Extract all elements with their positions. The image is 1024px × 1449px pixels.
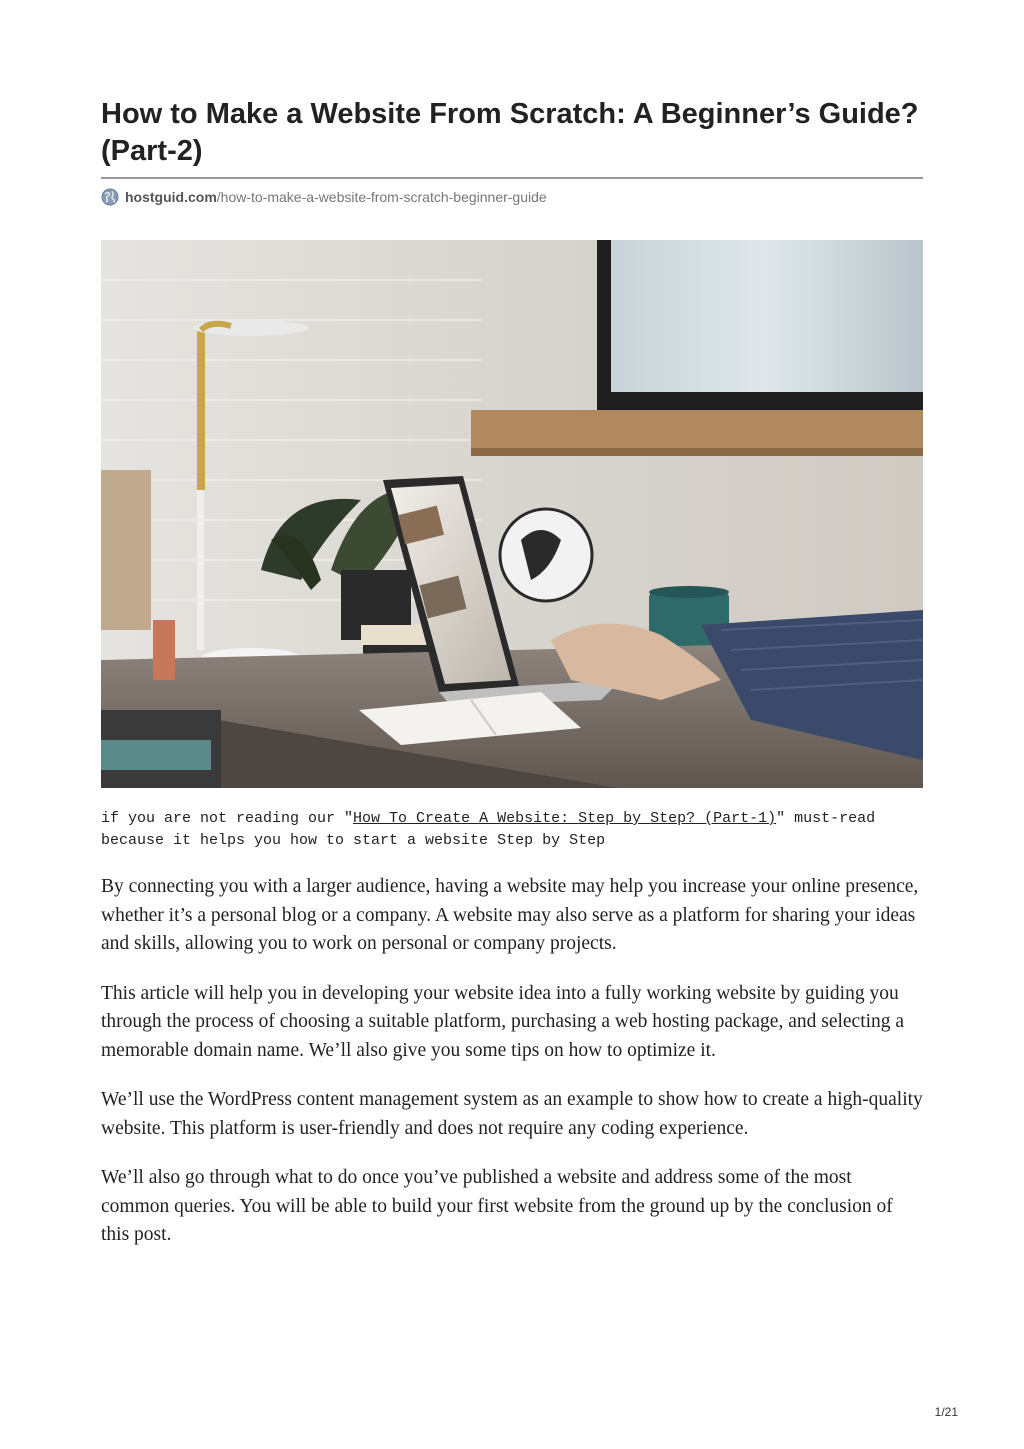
page-number: 1/21 [934, 1405, 958, 1419]
part-1-link[interactable]: How To Create A Website: Step by Step? (Part-1) [353, 810, 777, 827]
hero-image [101, 240, 923, 788]
article-body [101, 873, 923, 1271]
body-paragraph: We’ll also go through what to do once you’ve published a website and address some of the most common queries. You will be able to build your first website from the ground up by the conclusion of this post. [101, 1167, 893, 1245]
photo-laptop-desk [101, 240, 923, 788]
body-paragraph: This article will help you in developing your website idea into a fully working website by guiding you through the process of choosing a suitable platform, purchasing a web hosting package, and selecting a memorable domain name. We’ll also give you some tips on how to optimize it. [101, 982, 905, 1061]
source-domain[interactable]: hostguid.com [125, 189, 217, 205]
caption-prefix: if you are not reading our " [101, 810, 354, 827]
title-divider [101, 177, 923, 179]
body-paragraph: By connecting you with a larger audience, having a website may help you increase your online presence, whether it’s a personal blog or a company. A website may also serve as a platform for sharing your ideas and skills, allowing you to work on personal or company projects. [101, 876, 919, 954]
body-paragraph: We’ll use the WordPress content management system as an example to show how to create a high-quality website. This platform is user-friendly and does not require any coding experience. [101, 1089, 923, 1139]
source-path[interactable]: /how-to-make-a-website-from-scratch-beginner-guide [216, 189, 547, 205]
page-title: How to Make a Website From Scratch: A Beginner’s Guide? (Part-2) [101, 98, 919, 167]
globe-icon [101, 188, 119, 206]
source-url[interactable] [101, 187, 547, 207]
caption-suffix: " must-read because it helps you how to start a website Step by Step [101, 810, 876, 849]
image-caption [101, 808, 923, 852]
